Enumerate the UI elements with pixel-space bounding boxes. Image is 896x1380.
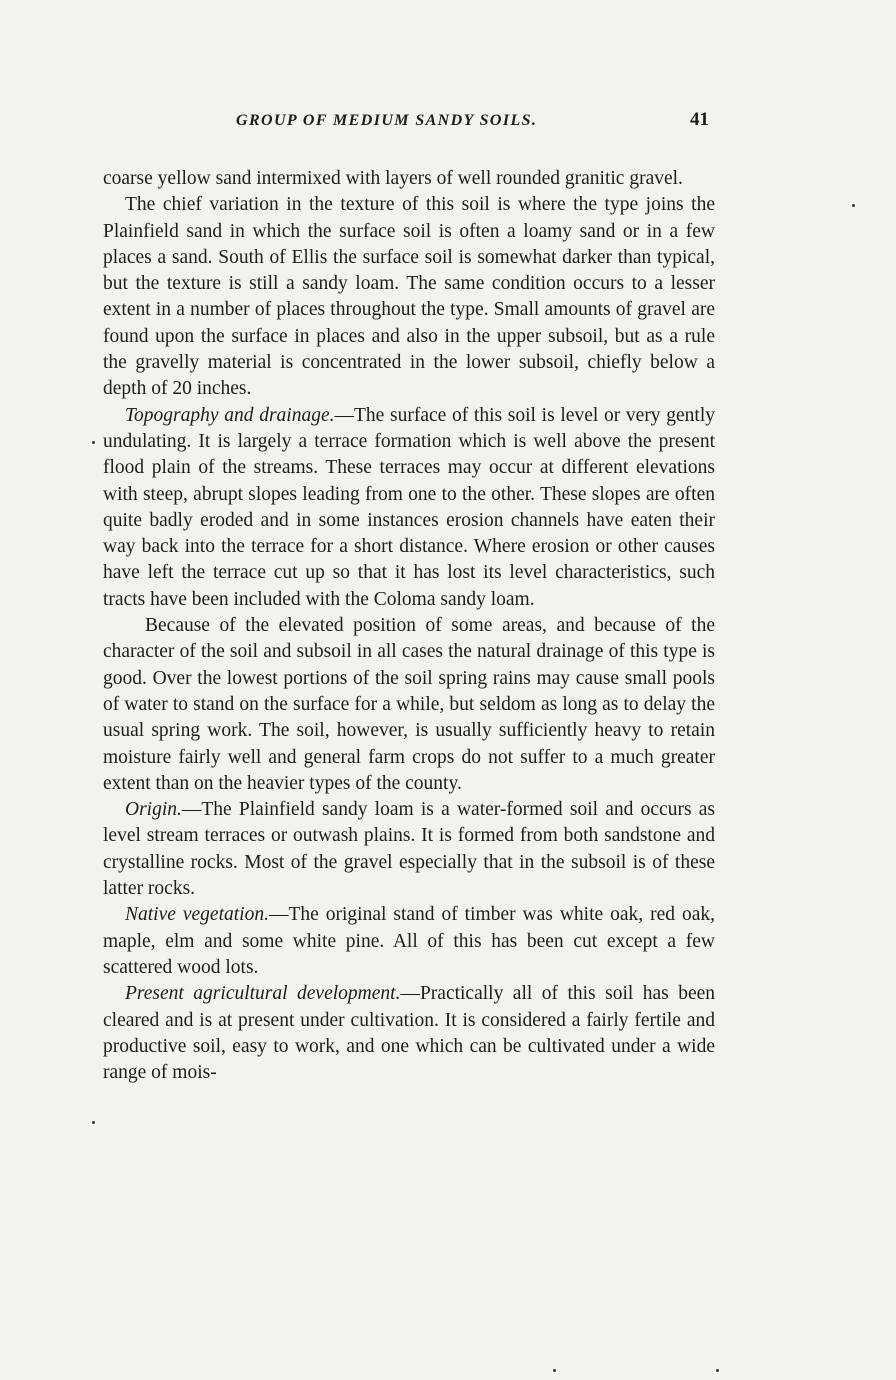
paragraph-text: Because of the elevated position of some areas, and because of the character of the soil and subsoil in all cases the natural drainage of this type is good. Over the lowest portions of the soil spring rains may cause small pools of water to stand on the surface for a while, but seldom as long as to delay the usual spring work. The soil, however, is usually sufficiently heavy to retain moisture fairly well and general farm crops do not suffer to a much greater extent than on the heavier types of the county. — [103, 615, 715, 794]
paragraph-text: The chief variation in the texture of this soil is where the type joins the Plainfield sand in which the surface soil is often a loamy sand or in a few places a sand. South of Ellis the surface soil is somewhat darker than typical, but the texture is still a sandy loam. The same condition occurs to a lesser extent in a number of places throughout the type. Small amounts of gravel are found upon the surface in places and also in the upper subsoil, but as a rule the gravelly material is concentrated in the lower subsoil, chiefly below a depth of 20 inches. — [103, 194, 715, 400]
body-text — [103, 166, 715, 1086]
scan-speck — [553, 1369, 556, 1372]
paragraph-chief-variation — [103, 192, 715, 402]
scan-speck — [716, 1369, 719, 1372]
paragraph-lead: Present agricultural development. — [125, 983, 401, 1005]
paragraph-text: coarse yellow sand intermixed with layers of well rounded granitic gravel. — [103, 168, 683, 189]
paragraph-agricultural-development — [103, 981, 715, 1086]
paragraph-native-vegetation — [103, 902, 715, 981]
running-title: GROUP OF MEDIUM SANDY SOILS. — [236, 112, 538, 129]
paragraph-lead: Native vegetation. — [125, 904, 269, 926]
paragraph-lead: Topography and drainage. — [125, 404, 335, 426]
scan-speck — [92, 1121, 95, 1124]
paragraph-origin — [103, 797, 715, 902]
scan-speck — [92, 441, 95, 444]
paragraph-text: —The original stand of timber was white oak, red oak, maple, elm and some white pine. All of this has been cut except a few scattered wood lots. — [103, 904, 715, 978]
paragraph-topography — [103, 403, 715, 613]
paragraph-drainage — [103, 613, 715, 797]
scan-speck — [852, 204, 855, 207]
paragraph-text: —The surface of this soil is level or very gently undulating. It is largely a terrace formation which is well above the present flood plain of the streams. These terraces may occur at different elevations with steep, abrupt slopes leading from one to the other. These slopes are often quite badly eroded and in some instances erosion channels have eaten their way back into the terrace for a short distance. Where erosion or other causes have left the terrace cut up so that it has lost its level characteristics, such tracts have been included with the Coloma sandy loam. — [103, 404, 715, 610]
running-head — [0, 109, 896, 140]
paragraph-continuation — [103, 166, 715, 192]
paragraph-text: —The Plainfield sandy loam is a water-formed soil and occurs as level stream terraces or outwash plains. It is formed from both sandstone and crystalline rocks. Most of the gravel especially that in the subsoil is of these latter rocks. — [103, 799, 715, 900]
page-number: 41 — [690, 109, 709, 130]
paragraph-text: —Practically all of this soil has been cleared and is at present under cultivation. It is considered a fairly fertile and productive soil, easy to work, and one which can be cultivated under a wide range of mois- — [103, 983, 716, 1084]
paragraph-lead: Origin. — [125, 799, 182, 821]
